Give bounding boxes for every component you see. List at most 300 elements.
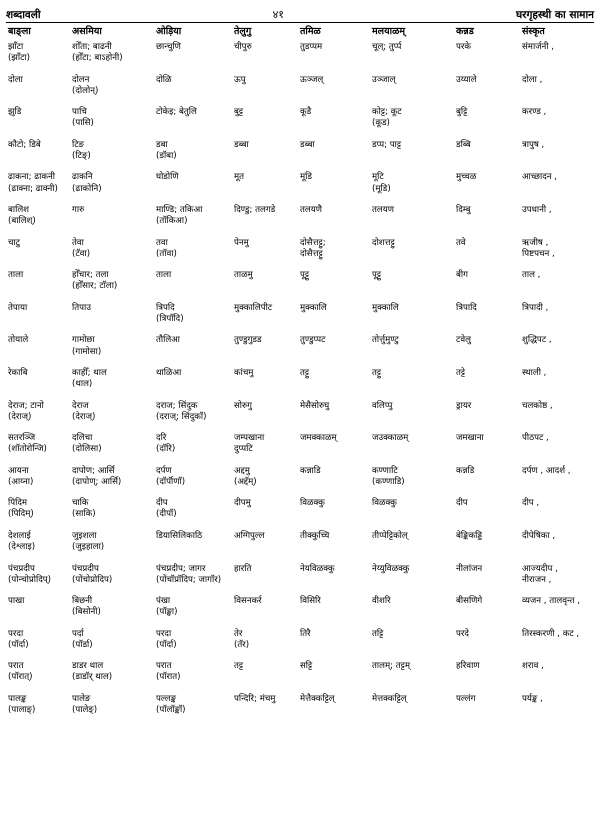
term: पल्लङ्क xyxy=(156,693,177,704)
term: कूडै xyxy=(300,107,312,118)
term: पाचि xyxy=(72,107,87,118)
table-cell-malayalam xyxy=(370,236,454,269)
term-pronunciation: (थाल) xyxy=(72,379,93,390)
term: जमक्काळम् xyxy=(300,433,337,444)
table-cell-bangla xyxy=(6,40,70,73)
term: बुट्ट xyxy=(234,107,244,118)
term: जम्पखाना xyxy=(234,433,265,444)
table-cell-asamiya xyxy=(70,692,154,725)
table-cell-sanskrit xyxy=(520,562,594,595)
term: बुट्टि xyxy=(456,107,468,118)
table-cell-malayalam xyxy=(370,562,454,595)
table-cell-kannada xyxy=(454,236,520,269)
column-header-sanskrit: संस्कृत xyxy=(522,25,545,37)
column-header-bangla: बाङ्ला xyxy=(8,25,31,37)
table-cell-odia xyxy=(154,268,232,301)
term: व्यजन , तालवृन्त , xyxy=(522,596,581,607)
table-row xyxy=(6,366,594,399)
table-cell-telugu xyxy=(232,627,298,660)
term: डबा xyxy=(156,139,168,150)
table-cell-odia xyxy=(154,529,232,562)
term-pronunciation: (देश्लाइ) xyxy=(8,542,36,553)
table-cell-telugu xyxy=(232,105,298,138)
term: डब्बा xyxy=(234,139,249,150)
term-pronunciation: (दोलिसा) xyxy=(72,444,102,455)
term: हरिवाण xyxy=(456,661,480,672)
term: गारु xyxy=(72,204,85,215)
term: बालिश xyxy=(8,204,30,215)
table-cell-tamil xyxy=(298,496,370,529)
term: पिदिम xyxy=(8,498,28,509)
term: पेनमु xyxy=(234,237,249,248)
term: बिछनी xyxy=(72,596,93,607)
term: नेय्युविळक्कु xyxy=(372,563,410,574)
table-cell-sanskrit xyxy=(520,692,594,725)
term: दीप , xyxy=(522,498,540,509)
term-pronunciation: (दापोण्; आर्सि) xyxy=(72,476,122,487)
table-cell-asamiya xyxy=(70,40,154,73)
term: चाटु xyxy=(8,237,21,248)
term: संमार्जनी , xyxy=(522,42,555,52)
table-row xyxy=(6,333,594,366)
table-cell-malayalam xyxy=(370,203,454,236)
term: पल्लंग xyxy=(456,693,476,704)
table-cell-malayalam xyxy=(370,301,454,334)
term: सतरञ्जि xyxy=(8,433,36,444)
table-row xyxy=(6,105,594,138)
term: पर्दा xyxy=(72,628,84,639)
table-cell-asamiya xyxy=(70,529,154,562)
term: परदा xyxy=(156,628,172,639)
term: दीप xyxy=(456,498,468,509)
table-cell-asamiya xyxy=(70,627,154,660)
term: पंखा xyxy=(156,596,171,607)
term: त्रिपादि xyxy=(456,302,477,313)
term: बीग xyxy=(456,270,468,281)
table-cell-odia xyxy=(154,333,232,366)
term: कण्णाटि xyxy=(372,465,398,476)
term: तिपाउ xyxy=(72,302,91,313)
table-cell-asamiya xyxy=(70,203,154,236)
column-header-asamiya: असमिया xyxy=(72,25,102,37)
term: कन्नाडि xyxy=(300,465,321,476)
term: विसनकर्र xyxy=(234,596,262,607)
table-cell-kannada xyxy=(454,692,520,725)
table-cell-kannada xyxy=(454,496,520,529)
term: शराव , xyxy=(522,661,544,672)
table-cell-odia xyxy=(154,496,232,529)
term: डियासिलिकाठि xyxy=(156,530,203,541)
table-cell-malayalam xyxy=(370,529,454,562)
table-cell-tamil xyxy=(298,170,370,203)
term: नीलांजन xyxy=(456,563,483,574)
table-cell-sanskrit xyxy=(520,170,594,203)
column-header-odia: ओड़िया xyxy=(156,25,182,37)
table-cell-odia xyxy=(154,399,232,432)
table-cell-kannada xyxy=(454,529,520,562)
table-cell-kannada xyxy=(454,627,520,660)
term: ड्रायर xyxy=(456,400,472,411)
term: झुडि xyxy=(8,107,22,118)
term: तट्टे xyxy=(456,367,466,378)
term: दलिचा xyxy=(72,433,93,444)
term: विळक्कु xyxy=(372,498,397,509)
table-cell-telugu xyxy=(232,562,298,595)
table-row xyxy=(6,268,594,301)
table-cell-tamil xyxy=(298,301,370,334)
term: उञ्जाल् xyxy=(372,74,396,85)
table-cell-kannada xyxy=(454,105,520,138)
term: सट्टि xyxy=(300,661,313,672)
table-cell-odia xyxy=(154,659,232,692)
term: ताला xyxy=(8,270,24,281)
term: कांचमु xyxy=(234,367,254,378)
term-pronunciation: (पोंचॉप्रॉदिप; जागॉर) xyxy=(156,574,222,585)
term: आयना xyxy=(8,465,29,476)
term: तट्टि xyxy=(372,628,384,639)
term: तट्ट xyxy=(234,661,244,672)
table-row xyxy=(6,529,594,562)
table-cell-bangla xyxy=(6,138,70,171)
term: झाँटा xyxy=(8,42,24,52)
running-head xyxy=(6,4,594,22)
term-pronunciation: (जुइहाला) xyxy=(72,542,105,553)
term-pronunciation: (दॉर्पॉणॉ) xyxy=(156,476,186,487)
term-pronunciation: (बालिश्) xyxy=(8,216,36,227)
term: त्रिपदि xyxy=(156,302,175,313)
term: देराज; टानो xyxy=(8,400,44,411)
table-cell-asamiya xyxy=(70,562,154,595)
table-cell-sanskrit xyxy=(520,529,594,562)
term: बीसणिगे xyxy=(456,596,483,607)
term: पीठपट , xyxy=(522,433,549,444)
table-cell-asamiya xyxy=(70,594,154,627)
table-cell-asamiya xyxy=(70,399,154,432)
table-cell-tamil xyxy=(298,627,370,660)
table-cell-sanskrit xyxy=(520,40,594,73)
term: ताल , xyxy=(522,270,541,281)
table-cell-odia xyxy=(154,366,232,399)
term: शोँता; बाढनी xyxy=(72,42,112,52)
term: ऋजीष , xyxy=(522,237,549,248)
table-cell-asamiya xyxy=(70,138,154,171)
table-cell-bangla xyxy=(6,529,70,562)
table-cell-tamil xyxy=(298,333,370,366)
term: तौलिआ xyxy=(156,335,180,346)
table-cell-odia xyxy=(154,203,232,236)
glossary-table xyxy=(6,23,594,724)
term: मूडि xyxy=(300,172,312,183)
term: दोशत्तट्टु xyxy=(372,237,395,248)
term: ऊपु xyxy=(234,74,246,85)
term-pronunciation: दोसैत्तट्टु xyxy=(300,248,323,259)
term-pronunciation: (पिदिम्) xyxy=(8,509,34,520)
term: जुइशला xyxy=(72,530,97,541)
term-pronunciation: (टॅवा) xyxy=(72,248,91,259)
table-cell-tamil xyxy=(298,692,370,725)
table-cell-kannada xyxy=(454,594,520,627)
table-cell-tamil xyxy=(298,399,370,432)
term: पालङ्क xyxy=(8,693,27,704)
table-cell-bangla xyxy=(6,399,70,432)
term-pronunciation: (तॅर) xyxy=(234,639,250,650)
table-cell-malayalam xyxy=(370,627,454,660)
term: अग्गिपुल्ल xyxy=(234,530,265,541)
table-cell-sanskrit xyxy=(520,659,594,692)
term: देराज xyxy=(72,400,89,411)
term: तट्टु xyxy=(300,367,310,378)
term: चाकि xyxy=(72,498,89,509)
term-pronunciation: (पॉरात) xyxy=(156,672,181,683)
term: ऊञ्जल् xyxy=(300,74,324,85)
table-cell-sanskrit xyxy=(520,594,594,627)
table-row xyxy=(6,594,594,627)
table-cell-kannada xyxy=(454,464,520,497)
table-cell-malayalam xyxy=(370,399,454,432)
term: टवेलु xyxy=(456,335,471,346)
term: दापोण; आर्सि xyxy=(72,465,115,476)
table-cell-odia xyxy=(154,692,232,725)
term: मुक्कालि xyxy=(300,302,327,313)
term: पूट्टु xyxy=(372,270,382,281)
table-cell-malayalam xyxy=(370,594,454,627)
term: पालेङ xyxy=(72,693,91,704)
term-pronunciation: दुप्पटि xyxy=(234,444,253,455)
term: वलिप्पु xyxy=(372,400,393,411)
term-pronunciation: (देराज्) xyxy=(72,411,96,422)
table-cell-bangla xyxy=(6,105,70,138)
table-row xyxy=(6,496,594,529)
table-row xyxy=(6,399,594,432)
term: पंचप्रदीप xyxy=(8,563,35,574)
table-cell-odia xyxy=(154,627,232,660)
term-pronunciation: (डॉबा) xyxy=(156,150,177,161)
term: उय्याले xyxy=(456,74,477,85)
table-cell-asamiya xyxy=(70,170,154,203)
table-cell-bangla xyxy=(6,562,70,595)
table-cell-kannada xyxy=(454,333,520,366)
table-cell-malayalam xyxy=(370,170,454,203)
term-pronunciation: (ढाकोनि) xyxy=(72,183,102,194)
term: तलयणै xyxy=(300,204,322,215)
table-cell-bangla xyxy=(6,627,70,660)
term: दीपेषिका , xyxy=(522,530,556,541)
table-cell-kannada xyxy=(454,301,520,334)
table-cell-telugu xyxy=(232,399,298,432)
table-cell-telugu xyxy=(232,138,298,171)
term: छान्चुणि xyxy=(156,42,181,52)
table-cell-sanskrit xyxy=(520,431,594,464)
table-cell-telugu xyxy=(232,170,298,203)
table-cell-malayalam xyxy=(370,333,454,366)
term: चीपुरु xyxy=(234,42,252,52)
table-cell-telugu xyxy=(232,431,298,464)
term: डाडर थाल xyxy=(72,661,104,672)
term: दोलन xyxy=(72,74,90,85)
table-cell-odia xyxy=(154,73,232,106)
table-cell-bangla xyxy=(6,464,70,497)
table-cell-bangla xyxy=(6,73,70,106)
term: अद्दमु xyxy=(234,465,250,476)
page-number: ४१ xyxy=(272,8,285,21)
table-cell-asamiya xyxy=(70,301,154,334)
term: तुण्डुगुडड xyxy=(234,335,262,346)
table-cell-telugu xyxy=(232,366,298,399)
table-cell-bangla xyxy=(6,594,70,627)
term: आज्यदीप , xyxy=(522,563,558,574)
term: शुद्धिपट , xyxy=(522,335,552,346)
term: तेर xyxy=(234,628,243,639)
term: कोट्ट; कूट xyxy=(372,107,402,118)
term-pronunciation: (देराज्) xyxy=(8,411,32,422)
table-cell-kannada xyxy=(454,138,520,171)
table-cell-sanskrit xyxy=(520,236,594,269)
table-cell-malayalam xyxy=(370,496,454,529)
term-pronunciation: (टिङ्) xyxy=(72,150,91,161)
term: चलकोष्ठ , xyxy=(522,400,553,411)
term-pronunciation: (कण्णाडि) xyxy=(372,476,405,487)
table-cell-tamil xyxy=(298,366,370,399)
table-cell-telugu xyxy=(232,40,298,73)
term: थाळिआ xyxy=(156,367,182,378)
term: मुच्चळ xyxy=(456,172,477,183)
term: काहीँ; थाल xyxy=(72,367,107,378)
term-pronunciation: (पॉर्दा) xyxy=(156,639,177,650)
table-cell-telugu xyxy=(232,301,298,334)
table-cell-telugu xyxy=(232,692,298,725)
term: मेत्तक्कट्टिल् xyxy=(372,693,407,704)
table-row xyxy=(6,431,594,464)
table-cell-sanskrit xyxy=(520,496,594,529)
term: कन्नडि xyxy=(456,465,475,476)
term-pronunciation: (होँसार; टॉला) xyxy=(72,281,118,292)
column-header-tamil: तमिळ xyxy=(300,25,321,37)
table-cell-bangla xyxy=(6,659,70,692)
table-cell-telugu xyxy=(232,333,298,366)
table-cell-malayalam xyxy=(370,105,454,138)
table-cell-odia xyxy=(154,464,232,497)
term: सोरुगु xyxy=(234,400,253,411)
term: तुण्डुप्पट xyxy=(300,335,326,346)
table-cell-asamiya xyxy=(70,659,154,692)
term: दीपमु xyxy=(234,498,251,509)
table-cell-bangla xyxy=(6,692,70,725)
term: दर्पण xyxy=(156,465,172,476)
table-cell-tamil xyxy=(298,529,370,562)
term: मेसैसोरुघु xyxy=(300,400,330,411)
term-pronunciation: (पालेङ्) xyxy=(72,705,98,716)
term-pronunciation: (साकि) xyxy=(72,509,96,520)
running-head-right: घरगृहस्थी का सामान xyxy=(515,9,594,21)
table-cell-tamil xyxy=(298,40,370,73)
term: ताला xyxy=(156,270,172,281)
table-cell-tamil xyxy=(298,138,370,171)
table-cell-tamil xyxy=(298,464,370,497)
table-cell-telugu xyxy=(232,529,298,562)
term-pronunciation: (शॉतोरोन्जि) xyxy=(8,444,47,455)
term-pronunciation: (पोन्चोप्रोदिप्) xyxy=(8,574,52,585)
term-pronunciation: (पालाङ्) xyxy=(8,705,36,716)
table-cell-tamil xyxy=(298,268,370,301)
term: दर्पण , आदर्श , xyxy=(522,465,571,476)
term: डब्बि xyxy=(456,139,471,150)
term-pronunciation: (बिसोनी) xyxy=(72,607,101,618)
term-pronunciation: (डाडॉर् थाल) xyxy=(72,672,113,683)
term: त्रापुष , xyxy=(522,139,545,150)
table-cell-sanskrit xyxy=(520,464,594,497)
term: पन्दिरि; मंचमु xyxy=(234,693,276,704)
table-cell-tamil xyxy=(298,562,370,595)
term: दोला , xyxy=(522,74,543,85)
term: तोयाले xyxy=(8,335,29,346)
term-pronunciation: (अद्दॅम्) xyxy=(234,476,257,487)
term: करण्ड , xyxy=(522,107,547,118)
table-cell-asamiya xyxy=(70,268,154,301)
term: विसिरि xyxy=(300,596,321,607)
term: जउक्काळम् xyxy=(372,433,409,444)
table-cell-tamil xyxy=(298,203,370,236)
term-pronunciation: (दराज्; सिंदुकॉ) xyxy=(156,411,207,422)
term: पूट्टु xyxy=(300,270,310,281)
term: त्रिपादी , xyxy=(522,302,549,313)
term: मेत्तैक्कट्टिल् xyxy=(300,693,335,704)
term-pronunciation: (त्रिपॉदि) xyxy=(156,313,184,324)
term: तेपाया xyxy=(8,302,28,313)
term-pronunciation: (दीपॉ) xyxy=(156,509,177,520)
table-cell-tamil xyxy=(298,73,370,106)
term: परदा xyxy=(8,628,24,639)
column-header-malayalam: मलयाळम् xyxy=(372,25,405,37)
table-cell-sanskrit xyxy=(520,138,594,171)
term-pronunciation: (गामोसा) xyxy=(72,346,102,357)
table-cell-kannada xyxy=(454,40,520,73)
table-cell-telugu xyxy=(232,268,298,301)
table-row xyxy=(6,659,594,692)
table-cell-sanskrit xyxy=(520,268,594,301)
table-cell-kannada xyxy=(454,562,520,595)
term: हारति xyxy=(234,563,252,574)
term-pronunciation: नीराजन , xyxy=(522,574,552,585)
table-row xyxy=(6,73,594,106)
table-cell-malayalam xyxy=(370,73,454,106)
table-cell-odia xyxy=(154,562,232,595)
table-row xyxy=(6,627,594,660)
term: मूत xyxy=(234,172,245,183)
term: तट्टु xyxy=(372,367,382,378)
table-cell-kannada xyxy=(454,203,520,236)
table-cell-malayalam xyxy=(370,431,454,464)
table-cell-asamiya xyxy=(70,464,154,497)
table-cell-kannada xyxy=(454,170,520,203)
table-cell-telugu xyxy=(232,594,298,627)
table-cell-asamiya xyxy=(70,333,154,366)
term-pronunciation: (आय्ना) xyxy=(8,476,34,487)
table-cell-tamil xyxy=(298,236,370,269)
table-cell-sanskrit xyxy=(520,105,594,138)
table-cell-sanskrit xyxy=(520,333,594,366)
term: तोर्त्तुमुण्टु xyxy=(372,335,399,346)
term: नेयविळक्कु xyxy=(300,563,335,574)
table-cell-bangla xyxy=(6,268,70,301)
table-cell-malayalam xyxy=(370,366,454,399)
table-row xyxy=(6,170,594,203)
term: दरि xyxy=(156,433,167,444)
table-cell-bangla xyxy=(6,203,70,236)
term-pronunciation: (पॉर्डा) xyxy=(72,639,93,650)
term: तिरै xyxy=(300,628,311,639)
table-row xyxy=(6,138,594,171)
term: गामोछा xyxy=(72,335,95,346)
